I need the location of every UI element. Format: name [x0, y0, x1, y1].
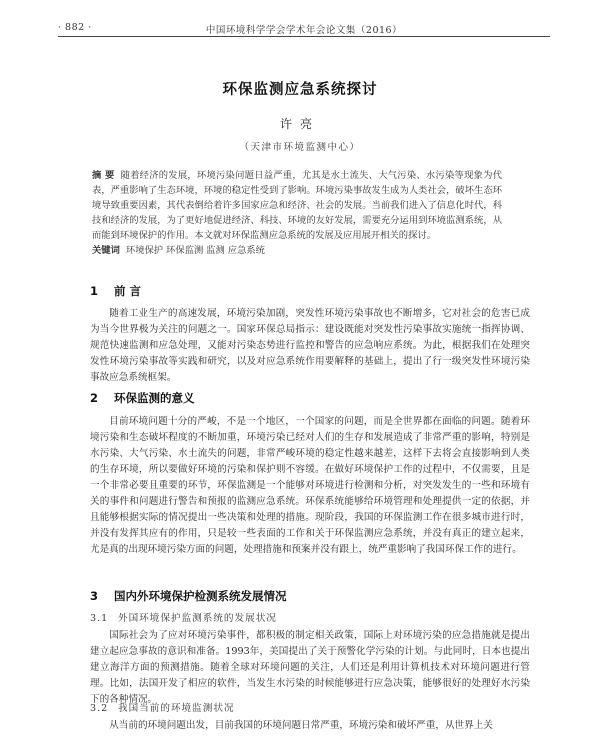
section-paragraph: 目前环境问题十分的严峻，不是一个地区，一个国家的问题，而是全世界都在面临的问题。随着环境污染和生态破坏程度的不断加重，环境污染已经对人们的生存和发展造成了非常严重的影响，特别是水污染、大气污染、水土流失的问题，非常严峻环境的稳定性越来越差，这样下去将会直接影响到人类的生存环境，所以要做好环境的污染和保护则不容缓。在做好环境保护工作的过程中，不仅需要，且是一个非常必要且重要的环节，环保监测是一个能够对环境进行检测和分析，对突发发生的一些和环境有关的事件和问题进行警告和预报的监测应急系统。环保系统能够给环境管理和处理提供一定的依据，并且能够根据实际的情况提出一些决策和处理的措施。现阶段，我国的环保监测工作在很多城市进行时，并没有发挥其应有的作用，只是较一些表面的工作和关于环保监测应急系统，并没有真正的建立起来，尤是真的出现环境污染方面的问题，处理措施和预案并没有跟上，统严重影响了我国环保工作的进行。 — [90, 416, 530, 555]
section-number: 3 — [90, 589, 99, 603]
subsection-heading — [90, 610, 277, 624]
keywords — [92, 244, 502, 258]
section-heading — [90, 283, 141, 299]
page-number: · 882 · — [58, 22, 92, 33]
section-title: 国内外环境保护检测系统发展情况 — [114, 589, 287, 603]
paper-title: 环保监测应急系统探讨 — [222, 82, 378, 98]
keywords-label: 关键词 — [92, 245, 120, 256]
section-title: 前 言 — [114, 284, 142, 298]
subsection-heading — [90, 700, 235, 714]
subsection-number: 3.1 — [90, 613, 109, 624]
author-name: 许亮 — [279, 117, 320, 131]
section-heading — [90, 390, 195, 406]
section-heading — [90, 588, 287, 604]
subsection-paragraph: 国际社会为了应对环境污染事件，都积极的制定相关政策，国际上对环境污染的应急措施就是提出建立起应急事故的意识和准备。1993年，美国提出了关于预警化学污染的计划。与此同时，日本也提出建立海洋方面的预测措施。随着全球对环境问题的关注，人们还是利用计算机技术对环境问题进行管理。比如，法国开发了相应的软件，当发生水污染的时候能够进行应急决策，能够很好的处理好水污染下的各种情况。 — [90, 630, 530, 705]
abstract-label: 摘 要 — [92, 170, 115, 181]
section-paragraph: 随着工业生产的高速发展，环境污染加剧，突发性环境污染事故也不断增多，它对社会的危害已成为当今世界极为关注的问题之一。国家环保总局指示：建设既能对突发性污染事故实施统一指挥协调、规范快速监测和应急处理，又能对污染态势进行监控和警告的应急响应系统。为此，根据我们在处理突发性环境污染事故等实践和研究，以及对应急系统作用要解释的基础上，提出了行一级突发性环境污染事故应急系统框架。 — [90, 308, 530, 383]
keywords-text: 环境保护 环保监测 监测 应急系统 — [125, 245, 265, 256]
subsection-paragraph: 从当前的环境问题出发，目前我国的环境问题日常严重，环境污染和破坏严重，从世界上关 — [109, 720, 493, 731]
section-number: 1 — [90, 284, 99, 298]
subsection-title: 外国环境保护监测系统的发展状况 — [118, 613, 277, 624]
journal-name: 中国环境科学学会学术年会论文集（2016） — [205, 25, 403, 36]
author-affiliation: （天津市环境监测中心） — [239, 142, 361, 153]
subsection-title: 我国当前的环境监测状况 — [118, 703, 235, 714]
abstract — [92, 168, 502, 243]
subsection-number: 3.2 — [90, 703, 109, 714]
header-rule — [58, 36, 550, 37]
abstract-text: 随着经济的发展，环境污染问题日益严重，尤其是水土流失、大气污染、水污染等现象为代表，严重影响了生态环境，环境的稳定性受到了影响。环境污染事故发生成为人类社会，破坏生态环境导致重要因素，其代表倒给着许多国家应急和经济、社会的发展。当前我们进入了信息化时代，科技和经济的发展，为了更好地促进经济、科技、环境的友好发展，需要充分运用到环境监测系统，从而能到环境保护的作用。本文就对环保监测应急系统的发展及应用展开相关的探讨。 — [92, 170, 502, 241]
section-title: 环保监测的意义 — [114, 391, 195, 405]
section-number: 2 — [90, 391, 99, 405]
